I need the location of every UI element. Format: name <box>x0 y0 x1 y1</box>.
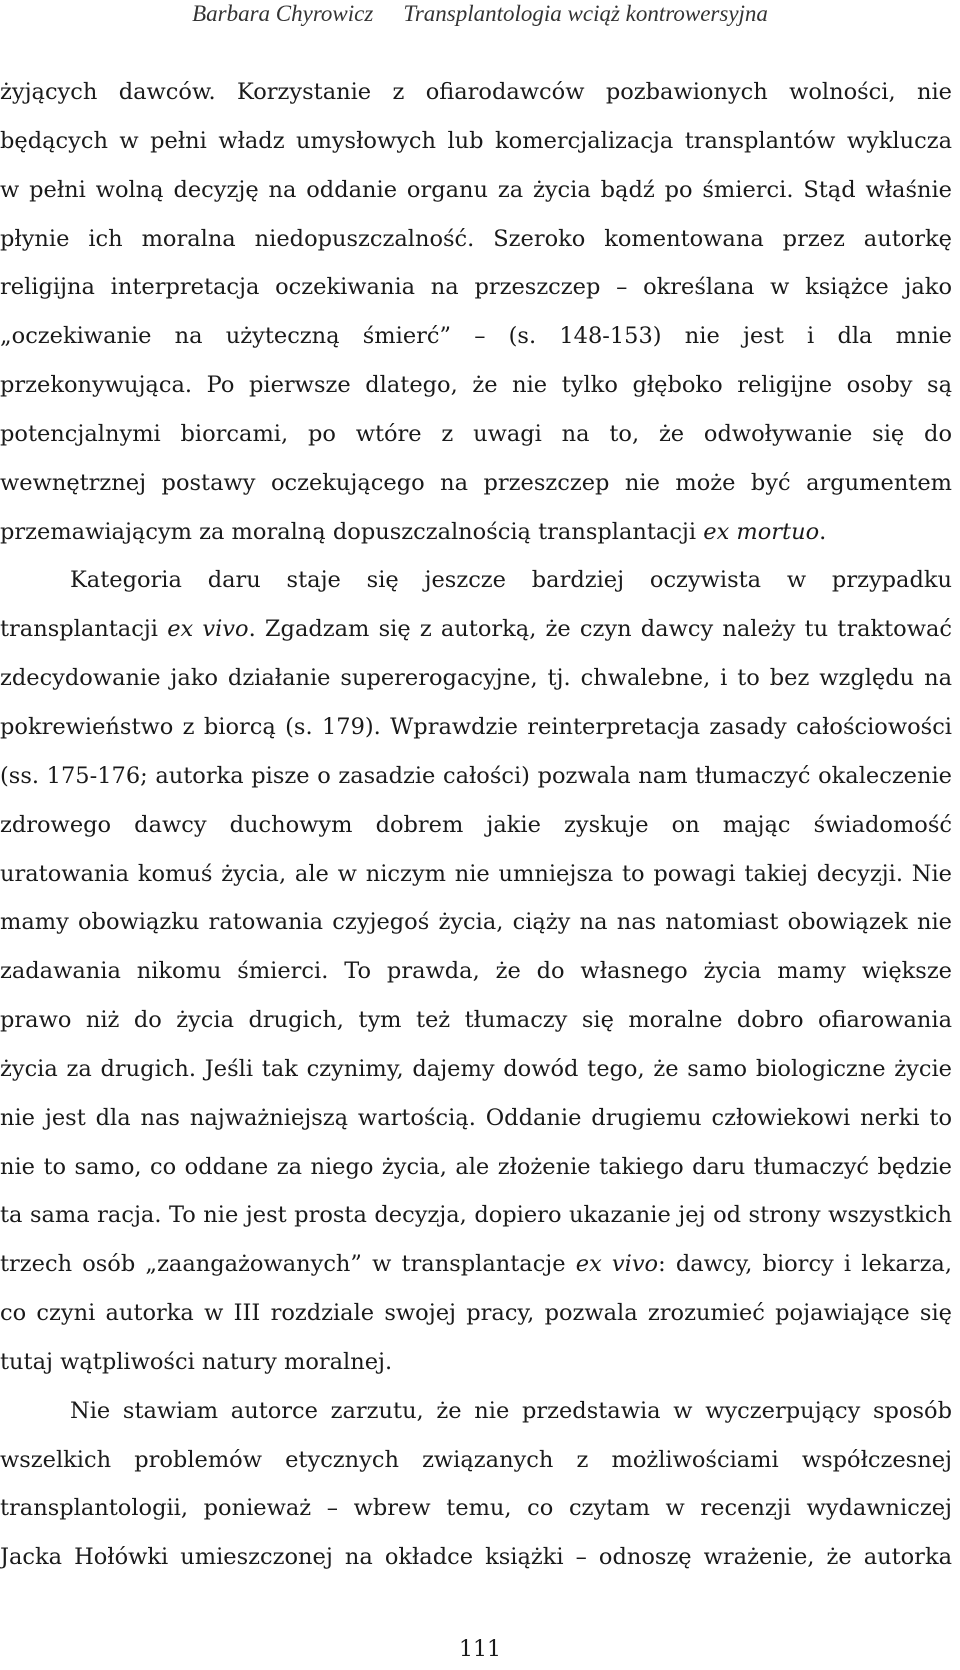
text-segment: przemawiającym za moralną dopuszczalnością transplantacji <box>0 518 704 545</box>
text-line: płynie ich moralna niedopuszczalność. Szeroko komentowana przez autorkę <box>0 225 952 252</box>
text-line <box>0 508 952 557</box>
text-line: będących w pełni władz umysłowych lub komercjalizacja transplantów wyklucza <box>0 127 952 154</box>
text-line: wszelkich problemów etycznych związanych z możliwościami współczesnej <box>0 1446 952 1473</box>
text-segment: trzech osób „zaangażowanych” w transplantacje <box>0 1251 576 1278</box>
text-line: przekonywująca. Po pierwsze dlatego, że nie tylko głęboko religijne osoby są <box>0 372 952 399</box>
text-line: nie to samo, co oddane za niego życia, ale złożenie takiego daru tłumaczyć będzie <box>0 1153 952 1180</box>
text-line: potencjalnymi biorcami, po wtóre z uwagi na to, że odwoływanie się do <box>0 420 952 447</box>
text-line: ta sama racja. To nie jest prosta decyzja, dopiero ukazanie jej od strony wszystkich <box>0 1202 952 1229</box>
text-line: Jacka Hołówki umieszczonej na okładce książki – odnoszę wrażenie, że autorka <box>0 1544 952 1571</box>
text-line: wewnętrznej postawy oczekującego na przeszczep nie może być argumentem <box>0 469 952 496</box>
text-line: w pełni wolną decyzję na oddanie organu za życia bądź po śmierci. Stąd właśnie <box>0 176 952 203</box>
text-line: mamy obowiązku ratowania czyjegoś życia, ciąży na nas natomiast obowiązek nie <box>0 909 952 936</box>
paragraph-1 <box>0 68 952 556</box>
text-line: nie jest dla nas najważniejszą wartością. Oddanie drugiemu człowiekowi nerki to <box>0 1104 952 1131</box>
text-segment: . Zgadzam się z autorką, że czyn dawcy należy tu traktować <box>248 616 952 643</box>
text-line: zdrowego dawcy duchowym dobrem jakie zyskuje on mając świadomość <box>0 811 952 838</box>
document-body <box>0 68 952 1582</box>
text-line: (ss. 175-176; autorka pisze o zasadzie całości) pozwala nam tłumaczyć okaleczenie <box>0 762 952 789</box>
text-line: życia za drugich. Jeśli tak czynimy, dajemy dowód tego, że samo biologiczne życie <box>0 1055 952 1082</box>
text-line: żyjących dawców. Korzystanie z ofiarodawców pozbawionych wolności, nie <box>0 79 952 105</box>
text-segment: . <box>819 518 827 545</box>
text-line: tutaj wątpliwości natury moralnej. <box>0 1348 393 1375</box>
text-line: religijna interpretacja oczekiwania na przeszczep – określana w książce jako <box>0 274 952 301</box>
text-line: uratowania komuś życia, ale w niczym nie umniejsza to powagi takiej decyzji. Nie <box>0 860 952 887</box>
text-line: prawo niż do życia drugich, tym też tłumaczy się moralne dobro ofiarowania <box>0 1007 952 1034</box>
running-header <box>0 2 960 26</box>
header-author: Barbara Chyrowicz <box>192 1 374 26</box>
text-line: zadawania nikomu śmierci. To prawda, że do własnego życia mamy większe <box>0 958 952 985</box>
text-line: Nie stawiam autorce zarzutu, że nie przedstawia w wyczerpujący sposób <box>70 1397 952 1424</box>
header-title: Transplantologia wciąż kontrowersyjna <box>403 1 768 26</box>
text-line: co czyni autorka w III rozdziale swojej pracy, pozwala zrozumieć pojawiające się <box>0 1300 952 1327</box>
latin-term: ex vivo <box>167 616 249 643</box>
text-line: zdecydowanie jako działanie supererogacyjne, tj. chwalebne, i to bez względu na <box>0 665 952 692</box>
text-line: „oczekiwanie na użyteczną śmierć” – (s. 148-153) nie jest i dla mnie <box>0 323 952 350</box>
text-line: pokrewieństwo z biorcą (s. 179). Wprawdzie reinterpretacja zasady całościowości <box>0 713 952 740</box>
page-number: 111 <box>459 1637 501 1662</box>
text-segment: : dawcy, biorcy i lekarza, <box>658 1251 952 1278</box>
latin-term: ex vivo <box>575 1251 659 1278</box>
text-line <box>0 605 952 654</box>
text-line: transplantologii, ponieważ – wbrew temu, co czytam w recenzji wydawniczej <box>0 1495 952 1522</box>
paragraph-2 <box>0 556 952 1386</box>
text-line: Kategoria daru staje się jeszcze bardziej oczywista w przypadku <box>70 567 952 594</box>
text-segment: transplantacji <box>0 616 168 643</box>
paragraph-3 <box>0 1387 952 1582</box>
latin-term: ex mortuo <box>703 518 820 545</box>
text-line <box>0 1240 952 1289</box>
